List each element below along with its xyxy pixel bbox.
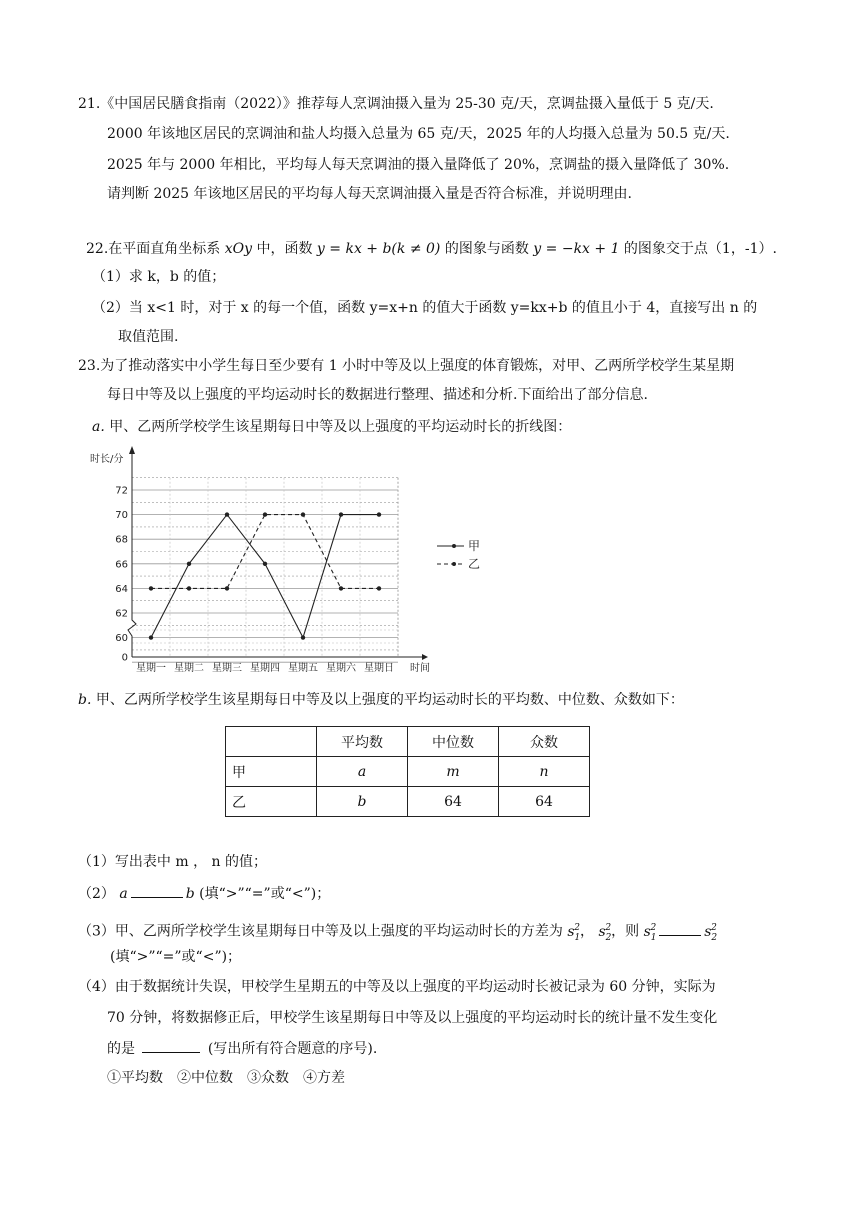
x-axis-label: 时间 [410, 663, 430, 674]
data-point [377, 586, 381, 590]
x-tick-label: 星期四 [250, 663, 280, 674]
x-tick-label: 星期六 [326, 663, 356, 674]
data-point [187, 586, 191, 590]
table-cell: 甲 [226, 757, 317, 787]
q23-p2 [78, 883, 330, 904]
q21-line2: 2000 年该地区居民的烹调油和盐人均摄入总量为 65 克/天，2025 年的人均摄入总量为 50.5 克/天. [107, 126, 730, 142]
data-point [263, 512, 267, 516]
data-point [149, 586, 153, 590]
legend-marker [452, 562, 456, 566]
table-cell: 64 [499, 787, 590, 817]
q23-p4-line1: （4）由于数据统计失误，甲校学生星期五的中等及以上强度的平均运动时长被记录为 60 分钟，实际为 [78, 979, 716, 995]
q21-line4: 请判断 2025 年该地区居民的平均每人每天烹调油摄入量是否符合标准，并说明理由. [107, 186, 632, 202]
q23-p3: （3）甲、乙两所学校学生该星期每日中等及以上强度的平均运动时长的方差为 $s_1^2$， $s_2^2$，则 $s_1^2$ $s_2^2$ [78, 918, 717, 947]
q23-b-label: b. [78, 692, 92, 708]
q22-part2-line1: （2）当 x<1 时，对于 x 的每一个值，函数 y=x+n 的值大于函数 y=kx+b 的值且小于 4，直接写出 n 的 [92, 300, 758, 316]
q23-p3-line2: (填“>”“=”或“<”)； [110, 949, 242, 965]
data-point [225, 512, 229, 516]
table-row [226, 757, 590, 787]
data-point [377, 512, 381, 516]
q22-function-1: y = kx + b(k ≠ 0) [316, 241, 441, 257]
x-tick-label: 星期一 [136, 663, 166, 674]
q23-p2-var-b: b [185, 886, 195, 902]
q21-line3: 2025 年与 2000 年相比，平均每人每天烹调油的摄入量降低了 20%，烹调盐的摄入量降低了 30%. [107, 157, 730, 173]
q22-part1: （1）求 k，b 的值； [92, 269, 226, 285]
q22-text-d: 的图象交于点（1，-1）. [619, 241, 777, 257]
q21-line1: 21.《中国居民膳食指南（2022）》推荐每人烹调油摄入量为 25-30 克/天，烹调盐摄入量低于 5 克/天. [78, 96, 714, 112]
data-point [339, 512, 343, 516]
data-point [301, 635, 305, 639]
q23-part-a [92, 417, 571, 437]
q23-options: ①平均数 ②中位数 ③众数 ④方差 [107, 1070, 345, 1086]
y-tick-label: 66 [115, 559, 128, 571]
x-tick-label: 星期三 [212, 663, 242, 674]
data-point [339, 586, 343, 590]
legend-marker [452, 544, 456, 548]
table-row [226, 787, 590, 817]
variance-s2-compare: $s_2^2$ [704, 923, 718, 943]
q23-p4-line3 [107, 1038, 377, 1059]
data-point [301, 512, 305, 516]
table-cell: n [499, 757, 590, 787]
y-axis-break [128, 452, 136, 657]
y-axis-arrow [129, 446, 135, 454]
q22-text-c: 的图象与函数 [440, 241, 534, 257]
chart-axes [90, 446, 430, 674]
y-tick-label: 0 [121, 652, 128, 664]
answer-blank[interactable] [131, 883, 183, 898]
answer-blank[interactable] [142, 1038, 200, 1053]
q23-b-text: 甲、乙两所学校学生该星期每日中等及以上强度的平均运动时长的平均数、中位数、众数如下： [91, 692, 684, 708]
x-tick-label: 星期日 [364, 663, 394, 674]
q23-p2-suffix: (填“>”“=”或“<”)； [194, 886, 331, 902]
q23-a-text: 甲、乙两所学校学生该星期每日中等及以上强度的平均运动时长的折线图： [104, 419, 572, 435]
table-cell: 64 [408, 787, 499, 817]
q23-line2: 每日中等及以上强度的平均运动时长的数据进行整理、描述和分析.下面给出了部分信息. [107, 387, 648, 403]
y-tick-label: 68 [115, 534, 128, 546]
table-cell: m [408, 757, 499, 787]
q22-part2-line2: 取值范围. [118, 329, 179, 345]
stats-table [225, 726, 590, 817]
y-tick-label: 70 [115, 510, 128, 522]
q23-p4-text-a: 的是 [107, 1041, 140, 1057]
q23-p3-text-b: ，则 [611, 923, 640, 940]
table-cell: 乙 [226, 787, 317, 817]
table-header-cell: 众数 [499, 727, 590, 757]
q22-var-xoy: xOy [224, 241, 253, 257]
data-point [187, 562, 191, 566]
table-header-cell [226, 727, 317, 757]
q22-line1 [86, 239, 777, 259]
y-axis-label: 时长/分 [90, 454, 124, 465]
q22-text-b: 中，函数 [252, 241, 317, 257]
y-tick-label: 60 [115, 633, 128, 645]
line-chart [82, 440, 482, 676]
q22-function-2: y = −kx + 1 [533, 241, 620, 257]
y-tick-label: 72 [115, 485, 128, 497]
data-point [149, 635, 153, 639]
table-header-row [226, 727, 590, 757]
variance-s2: $s_2^2$ [598, 923, 612, 943]
q23-line1: 23.为了推动落实中小学生每日至少要有 1 小时中等及以上强度的体育锻炼，对甲、乙两所学校学生某星期 [78, 358, 735, 374]
table-header-cell: 中位数 [408, 727, 499, 757]
q22-text-a: 22.在平面直角坐标系 [86, 241, 225, 257]
table-cell: b [317, 787, 408, 817]
q23-p2-prefix: （2） [78, 886, 120, 902]
data-point [225, 586, 229, 590]
chart-grid [132, 478, 398, 663]
q23-a-label: a. [92, 419, 105, 435]
table-cell: a [317, 757, 408, 787]
x-axis-arrow [422, 654, 428, 660]
legend-label: 甲 [468, 539, 481, 553]
variance-s1-compare: $s_1^2$ [643, 923, 657, 943]
table-header-cell: 平均数 [317, 727, 408, 757]
x-tick-label: 星期五 [288, 663, 318, 674]
q23-p1: （1）写出表中 m ， n 的值； [78, 854, 267, 870]
y-tick-label: 64 [115, 583, 128, 595]
q23-p4-line2: 70 分钟，将数据修正后，甲校学生该星期每日中等及以上强度的平均运动时长的统计量不发生变化 [107, 1010, 718, 1026]
legend-label: 乙 [468, 557, 481, 571]
q23-p4-text-b: (写出所有符合题意的序号). [203, 1041, 378, 1057]
q23-p2-var-a: a [119, 886, 128, 902]
variance-s1: $s_1^2$ [567, 923, 581, 943]
q23-part-b [78, 690, 684, 710]
answer-blank[interactable] [659, 921, 701, 936]
x-tick-label: 星期二 [174, 663, 204, 674]
data-point [263, 562, 267, 566]
q23-p3-text-a: （3）甲、乙两所学校学生该星期每日中等及以上强度的平均运动时长的方差为 [78, 923, 563, 940]
chart-legend [437, 539, 480, 571]
y-tick-label: 62 [115, 608, 128, 620]
